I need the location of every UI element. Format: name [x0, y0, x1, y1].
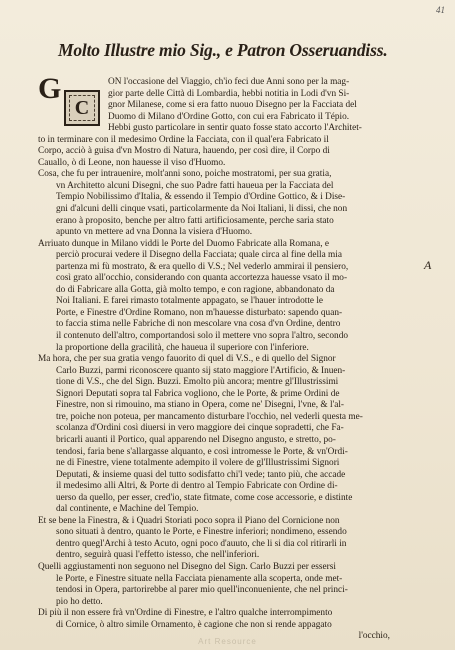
text-line: Carlo Buzzi, parmi riconoscere quanto sij stato maggiore l'Artificio, & Inuen- [56, 365, 346, 376]
letter-body [38, 77, 430, 643]
text-line: il contenuto dell'altro, comportandosi solo il mettere vno sopra l'altro, secondo [56, 331, 349, 342]
text-line: di Cornice, ò altro simile Ornamento, è cagione che non si rende appagato [56, 619, 332, 630]
text-line: bricarli auanti il Portico, qual apparendo nel Disegno angusto, e stretto, po- [56, 434, 336, 445]
text-line: to in terminare con il medesimo Ordine la Facciata, con il qual'era Fabricato il [38, 134, 329, 145]
text-line: tendosi, faria bene s'allargasse alquanto, e così intromesse le Porte, & vn'Ordi- [56, 446, 348, 457]
text-line: Tempio Nobilissimo d'Italia, & essendo il Tempio d'Ordine Gottico, & i Dise- [56, 192, 346, 203]
text-line: Deputati, & insieme quasi del tutto sodisfatto chi'l vede; tanto più, che accade [56, 469, 346, 480]
text-line: dal continente, e Machine del Tempio. [56, 504, 199, 515]
text-line: do di Fabricare alla Gotta, già molto tempo, e con ragione, abbandonato da [56, 284, 335, 295]
text-line: tre, poiche non poteua, per mancamento disturbare l'occhio, nel vederli questa me- [56, 411, 363, 422]
text-line: tione di V.S., che del Sign. Buzzi. Emolto più ancora; mentre gl'Illustrissimi [56, 377, 339, 388]
text-line: le Porte, e Finestre situate nella Facciata pienamente alla scoperta, onde met- [56, 573, 343, 584]
text-line: Signori Deputati sopra tal Fabrica vogliono, che le Porte, & prime Ordini de [56, 388, 340, 399]
text-line: gnor Milanese, come si era fatto nuouo Disegno per la Facciata del [108, 100, 357, 111]
text-line: Arriuato dunque in Milano viddi le Porte del Duomo Fabricate alla Romana, e [38, 238, 329, 249]
text-line: ne di Finestre, viene totalmente adempito il volere de gl'Illustrissimi Signori [56, 458, 340, 469]
text-line: gni d'alcuni delli cinque vsati, particolarmente da Noi Italiani, li dissi, che non [56, 204, 348, 215]
text-line: gior parte delle Città di Lombardia, hebbi notitia in Lodi d'vn Si- [108, 88, 350, 99]
text-line: Cosa, che fu per intrauenire, molt'anni sono, poiche mostratomi, per sua gratia, [38, 169, 332, 180]
text-line: Et se bene la Finestra, & i Quadri Storiati poco sopra il Piano del Cornicione non [38, 515, 340, 526]
text-line: Di più il non essere frà vn'Ordine di Finestre, e l'altro qualche interrompimento [38, 608, 333, 619]
drop-initial-letter: G [38, 72, 62, 105]
text-line: uerso da quello, per esser, cred'io, state fitmate, come cose accessorie, e distinte [56, 492, 353, 503]
text-line: apunto vn mettere ad vna Donna la visiera d'Huomo. [56, 227, 253, 238]
text-line: Porte, e Finestre d'Ordine Romano, non m'hauesse disturbato: sapendo quan- [56, 307, 343, 318]
text-line: così grato all'occhio, considerando con quanta accortezza hauesse vsato il mo- [56, 273, 348, 284]
text-line: l'occhio, [358, 631, 390, 642]
margin-letter: A [424, 258, 432, 272]
text-line: scolanza d'Ordini così diuersi in vero maggiore dei cinque sopradetti, che Fa- [56, 423, 344, 434]
watermark: Art Resource [198, 637, 257, 646]
text-line: Noi Italiani. E farei rimasto totalmente appagato, se l'hauer introdotte le [56, 296, 324, 307]
text-line: Cauallo, ò di Leone, non hauesse il viso d'Huomo. [38, 157, 226, 168]
text-line: Quelli aggiustamenti non seguono nel Disegno del Sign. Carlo Buzzi per essersi [38, 561, 336, 572]
text-line: Corpo, acciò à guisa d'vn Mostro di Natura, hauendo, per così dire, il Corpo di [38, 146, 330, 157]
text-line: pio ho detto. [56, 596, 103, 607]
text-line: dentro quegl'Archi à testo Acuto, ogni poco d'auuto, che li si dia col ritirarli in [56, 538, 347, 549]
text-line: partenza mi fù mostrato, & era quello di V.S.; Nel vederlo ammirai il pensiero, [56, 261, 349, 272]
text-line: Ma hora, che per sua gratia vengo fauorito di quel di V.S., e di quello del Signor [38, 354, 336, 365]
letter-salutation: Molto Illustre mio Sig., e Patron Osseruandiss. [58, 40, 388, 60]
text-line: dentro, seguirà quasi l'effetto istesso, che nell'inferiori. [56, 550, 260, 561]
text-line: Duomo di Milano d'Ordine Gotto, con cui era Fabricato il Tépio. [108, 111, 350, 122]
text-line: perciò procurai vedere il Disegno della Facciata; quale circa al fine della mia [56, 250, 342, 261]
text-line: il medesimo alli Altri, & Porte di dentro al Tempio Fabricate con Ordine di- [56, 481, 338, 492]
text-line: Hebbi gusto particolare in sentir quato fosse stato accorto l'Architet- [108, 123, 362, 134]
text-line: la proportione della gracilità, che haueua il superiore con l'inferiore. [56, 342, 309, 353]
folio-number: 41 [436, 5, 445, 15]
text-line: to faccia stima nelle Fabriche di non mescolare vna cosa d'vn Ordine, dentro [56, 319, 341, 330]
decorated-initial-letter: C [74, 96, 90, 119]
text-line: Finestre, non si rimouino, ma stiano in Opera, come ne' Disegni, l'vne, & l'al- [56, 400, 345, 411]
text-line: vn Architetto alcuni Disegni, che suo Padre fatti haueua per la Facciata del [56, 180, 334, 191]
text-line: ON l'occasione del Viaggio, ch'io feci due Anni sono per la mag- [108, 77, 350, 87]
text-line: sono situati à dentro, quanto le Porte, e Finestre inferiori; nondimeno, essendo [56, 527, 347, 538]
text-line: tendosi in Opera, partorirebbe al parer mio quell'inconueniente, che nel princi- [56, 585, 348, 596]
text-line: erano à proposito, benche per altro fatti artificiosamente, perche saria stato [56, 215, 334, 226]
